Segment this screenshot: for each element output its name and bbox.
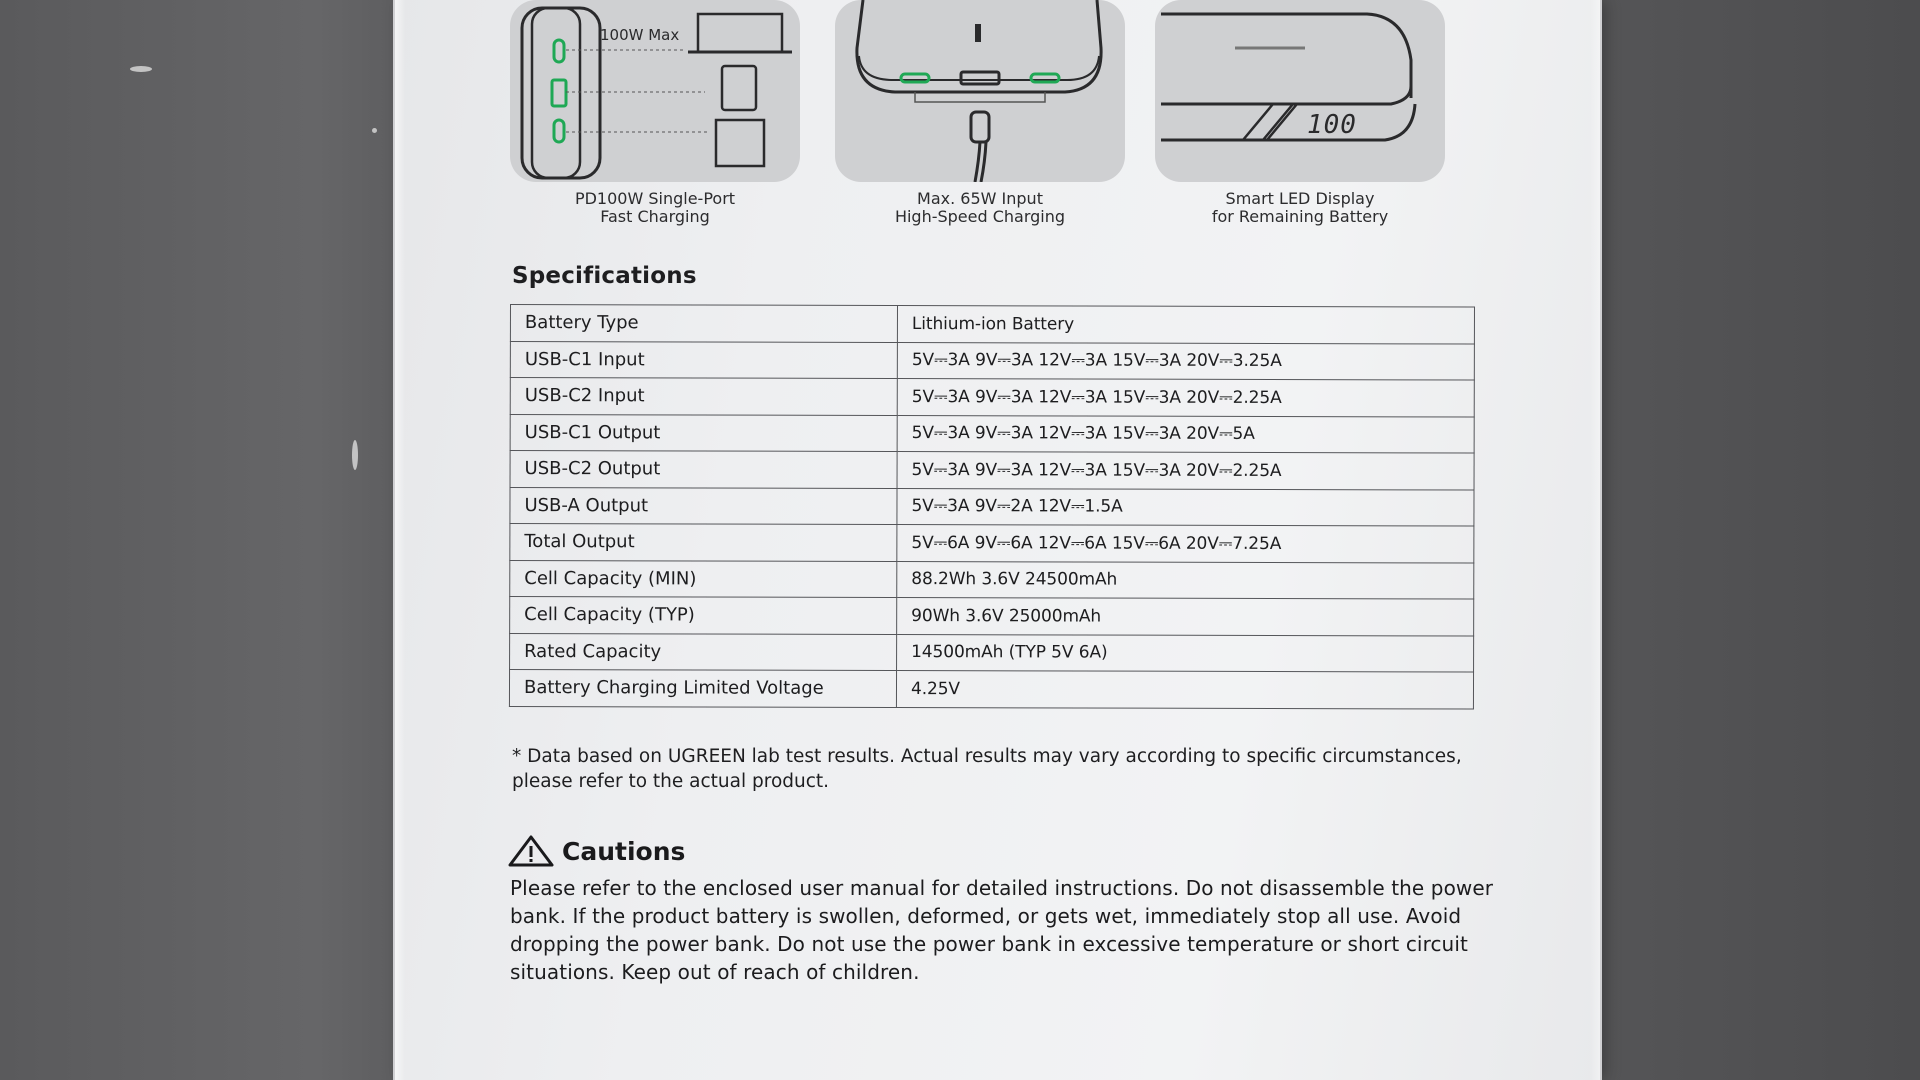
spec-value: 5V⎓3A 9V⎓3A 12V⎓3A 15V⎓3A 20V⎓5A [897,415,1474,453]
table-row [510,487,1474,526]
spec-key: USB-C2 Output [510,451,897,489]
warning-triangle-icon [508,835,554,867]
table-row [510,378,1474,417]
spec-key: USB-C2 Input [510,378,897,416]
port-diagram-image [510,0,800,182]
led-readout: 100 [1307,110,1357,140]
feature-caption: Smart LED Display for Remaining Battery [1211,189,1389,226]
spec-key: Cell Capacity (MIN) [510,560,897,598]
table-row [510,451,1474,490]
led-power-bank-icon [1155,0,1445,182]
table-row [510,633,1474,672]
spec-value: Lithium-ion Battery [897,306,1474,344]
table-row [510,597,1474,636]
spec-key: USB-A Output [510,487,897,525]
feature-high-speed-input [835,0,1125,226]
lab-test-footnote: * Data based on UGREEN lab test results. Actual results may vary according to specific circumstances, please refer to the actual product. [512,746,1462,792]
spec-key: Cell Capacity (TYP) [510,597,897,635]
spec-key: Battery Charging Limited Voltage [509,670,896,708]
charging-cable-icon [835,0,1125,182]
feature-fast-charging [510,0,800,226]
spec-value: 5V⎓3A 9V⎓3A 12V⎓3A 15V⎓3A 20V⎓3.25A [897,342,1474,380]
spec-value: 5V⎓3A 9V⎓3A 12V⎓3A 15V⎓3A 20V⎓2.25A [897,452,1474,490]
lint-speck [372,128,377,133]
table-row [510,524,1474,563]
lint-speck [130,66,152,72]
specifications-title: Specifications [512,263,697,289]
cautions-title: Cautions [562,836,686,866]
spec-key: Rated Capacity [510,633,897,671]
max-power-label: 100W Max [600,26,680,44]
feature-caption: PD100W Single-Port Fast Charging [574,189,736,226]
spec-value: 5V⎓6A 9V⎓6A 12V⎓6A 15V⎓6A 20V⎓7.25A [897,525,1474,563]
table-row [510,305,1474,344]
spec-key: USB-C1 Output [510,414,897,452]
table-surface-right [1595,0,1920,1080]
spec-key: USB-C1 Input [510,341,897,379]
cautions-text: Please refer to the enclosed user manual for detailed instructions. Do not disassemble the power bank. If the product battery is swollen, deformed, or gets wet, immediately stop all use. Avoid dropping the power bank. Do not use the power bank in excessive temperature or short circuit situations. Keep out of reach of children. [510,876,1494,984]
feature-caption: Max. 65W Input High-Speed Charging [894,189,1066,226]
spec-value: 5V⎓3A 9V⎓3A 12V⎓3A 15V⎓3A 20V⎓2.25A [897,379,1474,417]
spec-value: 4.25V [896,671,1473,709]
spec-value: 5V⎓3A 9V⎓2A 12V⎓1.5A [897,488,1474,526]
cautions-heading [508,835,685,867]
led-display-image [1155,0,1445,182]
table-row [510,414,1474,453]
product-box-back-panel [395,0,1600,1080]
spec-key: Total Output [510,524,897,562]
spec-value: 90Wh 3.6V 25000mAh [897,598,1474,636]
table-row [510,341,1474,380]
spec-value: 88.2Wh 3.6V 24500mAh [897,561,1474,599]
specifications-table [509,304,1475,709]
feature-led-display [1155,0,1445,226]
table-row [510,560,1474,599]
lint-speck [352,440,358,470]
spec-value: 14500mAh (TYP 5V 6A) [897,634,1474,672]
spec-key: Battery Type [510,305,897,343]
table-row [509,670,1473,709]
input-diagram-image [835,0,1125,182]
table-surface-left [0,0,395,1080]
